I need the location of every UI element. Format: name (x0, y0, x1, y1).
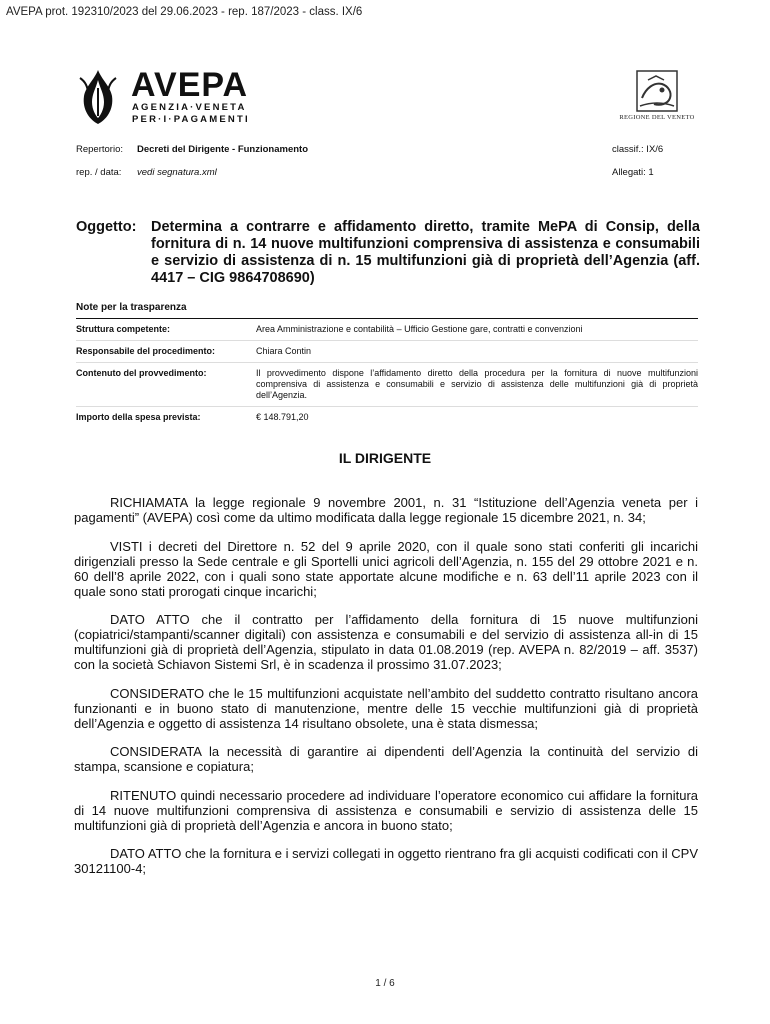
regione-name: REGIONE DEL VENETO (619, 114, 695, 121)
notes-title: Note per la trasparenza (76, 302, 698, 319)
repertorio-label: Repertorio: (76, 144, 123, 155)
avepa-logo (72, 66, 272, 128)
body-paragraph: DATO ATTO che la fornitura e i servizi collegati in oggetto rientrano fra gli acquisti codificati con il CPV 30121100-4; (74, 846, 698, 876)
subject (76, 219, 700, 287)
document-body (74, 495, 698, 890)
classif: classif.: IX/6 (612, 144, 664, 155)
body-paragraph: RICHIAMATA la legge regionale 9 novembre 2001, n. 31 “Istituzione dell’Agenzia veneta per i pagamenti” (AVEPA) così come da ultimo modificata dalla legge regionale 15 dicembre 2021, n. 34; (74, 495, 698, 525)
avepa-wordmark: AVEPA (131, 66, 249, 104)
notes-row (76, 319, 698, 341)
repertorio-value: Decreti del Dirigente - Funzionamento (137, 144, 309, 155)
notes-row-value: Area Amministrazione e contabilità – Ufficio Gestione gare, contratti e convenzioni (256, 324, 583, 334)
subject-text: Determina a contrarre e affidamento diretto, tramite MePA di Consip, della fornitura di n. 14 nuove multifunzioni comprensiva di assistenza e consumabili e servizio di assistenza di n. 15 multifunzioni già di proprietà dell’Agenzia (aff. 4417 – CIG 9864708690) (151, 219, 700, 286)
allegati: Allegati: 1 (612, 167, 654, 178)
body-paragraph: CONSIDERATO che le 15 multifunzioni acquistate nell’ambito del suddetto contratto risultano ancora funzionanti e in buono stato di manutenzione, mentre delle 15 vecchie multifunzioni già di proprietà dell’Agenzia e oggetto di assistenza 14 risultano obsolete, una è stata dismessa; (74, 685, 698, 731)
transparency-notes (76, 302, 698, 428)
body-paragraph: CONSIDERATA la necessità di garantire ai dipendenti dell’Agenzia la continuità del servizio di stampa, scansione e copiatura; (74, 744, 698, 774)
notes-row-value: Il provvedimento dispone l’affidamento diretto della procedura per la fornitura di nuove multifunzioni comprensiva di assistenza e consumabili e servizio di assistenza delle multifunzioni già di proprietà dell’Agenzia. (256, 368, 698, 400)
notes-row (76, 363, 698, 407)
body-paragraph: RITENUTO quindi necessario procedere ad individuare l’operatore economico cui affidare la fornitura di 14 nuove multifunzioni comprensiva di assistenza e consumabili e servizio di assistenza delle 15 multifunzioni già di proprietà dell’Agenzia e ancora in buono stato; (74, 787, 698, 833)
avepa-tagline-2: PER·I·PAGAMENTI (132, 114, 250, 125)
notes-row-label: Importo della spesa prevista: (76, 412, 201, 422)
notes-row (76, 407, 698, 428)
notes-row-label: Responsabile del procedimento: (76, 346, 216, 356)
regione-veneto-logo (612, 66, 702, 126)
body-paragraph: VISTI i decreti del Direttore n. 52 del 9 aprile 2020, con il quale sono stati conferiti gli incarichi dirigenziali presso la Sede centrale e gli Sportelli unici agricoli dell’Agenzia, n. 155 del 29 ottobre 2021 e n. 60 dell’8 aprile 2022, con i quali sono state apportate alcune modifiche e n. 63 dell’11 aprile 2023 con il quale sono stati prorogati cinque incarichi; (74, 538, 698, 599)
body-paragraph: DATO ATTO che il contratto per l’affidamento della fornitura di 15 nuove multifunzioni (copiatrici/stampanti/scanner digitali) con assistenza e consumabili e del servizio di assistenza all-in di 15 multifunzioni già di proprietà dell’Agenzia, stipulato in data 01.08.2019 (rep. AVEPA n. 82/2019 – aff. 3537) con la società Schiavon Sistemi Srl, è in scadenza il prossimo 31.07.2023; (74, 612, 698, 672)
subject-label: Oggetto: (76, 219, 137, 235)
rep-data-value: vedi segnatura.xml (137, 167, 217, 178)
page-number: 1 / 6 (375, 978, 395, 989)
rep-data-label: rep. / data: (76, 167, 122, 178)
notes-row (76, 341, 698, 363)
regione-emblem-icon (634, 68, 680, 114)
notes-row-value: € 148.791,20 (256, 412, 309, 422)
notes-row-label: Contenuto del provvedimento: (76, 368, 207, 378)
section-heading: IL DIRIGENTE (338, 450, 432, 466)
avepa-tagline-1: AGENZIA·VENETA (132, 102, 247, 113)
avepa-emblem-icon (72, 66, 124, 128)
notes-row-label: Struttura competente: (76, 324, 171, 334)
protocol-line: AVEPA prot. 192310/2023 del 29.06.2023 - rep. 187/2023 - class. IX/6 (6, 6, 363, 18)
notes-row-value: Chiara Contin (256, 346, 312, 356)
